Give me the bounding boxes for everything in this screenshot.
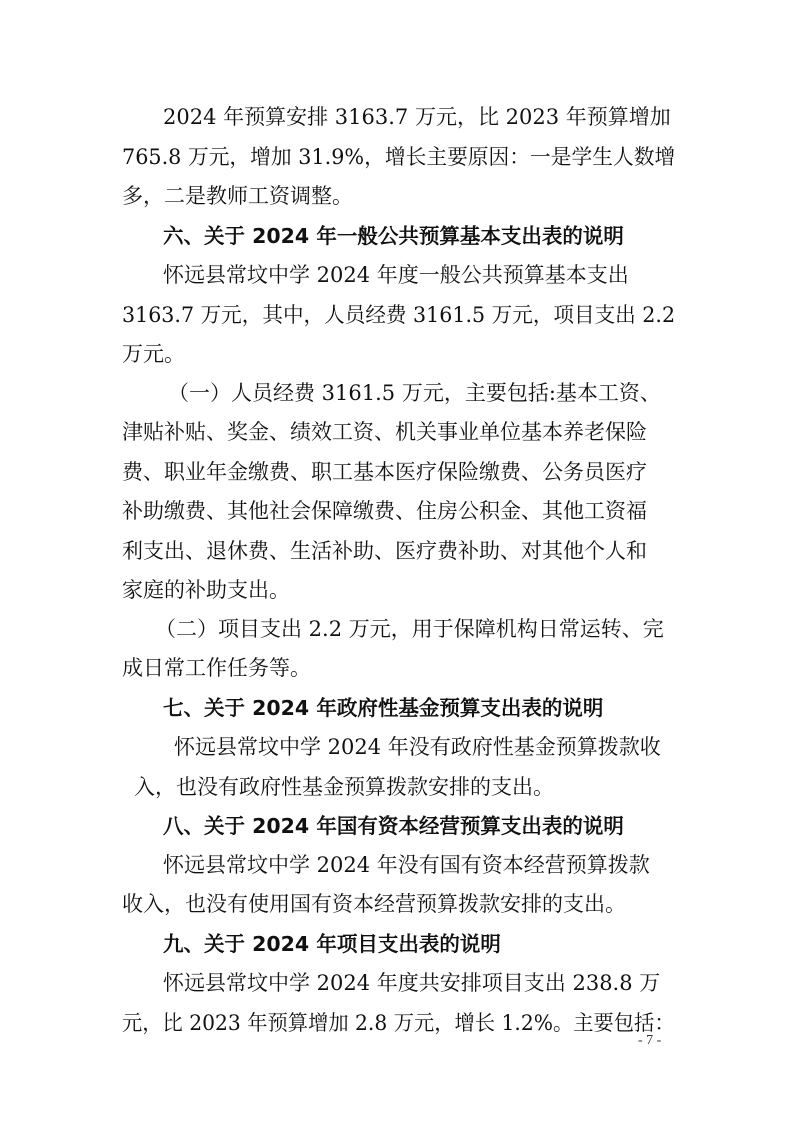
body-text: （一）人员经费 3161.5 万元，主要包括:基本工资、 <box>168 381 661 405</box>
body-line <box>0 137 793 177</box>
body-line <box>0 570 793 610</box>
body-text: 2024 年预算安排 3163.7 万元，比 2023 年预算增加 <box>163 105 671 129</box>
body-line <box>0 845 793 885</box>
body-text: 3163.7 万元，其中，人员经费 3161.5 万元，项目支出 2.2 <box>122 303 676 327</box>
body-text: 家庭的补助支出。 <box>122 578 290 602</box>
section-heading-text: 六、关于 2024 年一般公共预算基本支出表的说明 <box>163 224 624 248</box>
body-line <box>0 491 793 531</box>
body-line <box>0 452 793 492</box>
section-heading <box>0 806 793 846</box>
body-line <box>0 884 793 924</box>
body-line <box>0 727 793 767</box>
body-text: （二）项目支出 2.2 万元，用于保障机构日常运转、完 <box>155 617 664 641</box>
body-text: 多，二是教师工资调整。 <box>122 184 353 208</box>
body-line <box>0 373 793 413</box>
section-heading-text: 八、关于 2024 年国有资本经营预算支出表的说明 <box>163 814 624 838</box>
body-line <box>0 334 793 374</box>
body-text: 津贴补贴、奖金、绩效工资、机关事业单位基本养老保险 <box>122 420 647 444</box>
body-line <box>0 609 793 649</box>
section-heading <box>0 688 793 728</box>
body-text: 765.8 万元，增加 31.9%，增长主要原因：一是学生人数增 <box>122 145 676 169</box>
section-heading <box>0 924 793 964</box>
body-line <box>0 97 793 137</box>
body-line <box>0 255 793 295</box>
body-text: 收入，也没有使用国有资本经营预算拨款安排的支出。 <box>122 892 626 916</box>
page-number: - 7 - <box>638 1033 662 1048</box>
body-text: 元，比 2023 年预算增加 2.8 万元，增长 1.2%。主要包括： <box>122 1011 675 1035</box>
body-text: 利支出、退休费、生活补助、医疗费补助、对其他个人和 <box>122 539 647 563</box>
section-heading <box>0 216 793 256</box>
body-line <box>0 963 793 1003</box>
body-line <box>0 1003 793 1043</box>
body-line <box>0 295 793 335</box>
section-heading-text: 九、关于 2024 年项目支出表的说明 <box>163 932 501 956</box>
body-text: 怀远县常坟中学 2024 年度共安排项目支出 238.8 万 <box>163 971 661 995</box>
body-text: 入，也没有政府性基金预算拨款安排的支出。 <box>134 775 554 799</box>
body-line <box>0 176 793 216</box>
body-text: 成日常工作任务等。 <box>122 656 311 680</box>
body-text: 怀远县常坟中学 2024 年没有国有资本经营预算拨款 <box>163 853 650 877</box>
section-heading-text: 七、关于 2024 年政府性基金预算支出表的说明 <box>163 696 604 720</box>
body-text: 怀远县常坟中学 2024 年度一般公共预算基本支出 <box>163 263 629 287</box>
body-text: 万元。 <box>122 342 185 366</box>
body-text: 补助缴费、其他社会保障缴费、住房公积金、其他工资福 <box>122 499 647 523</box>
body-line <box>0 531 793 571</box>
body-line <box>0 412 793 452</box>
body-text: 费、职业年金缴费、职工基本医疗保险缴费、公务员医疗 <box>122 460 647 484</box>
body-text: 怀远县常坟中学 2024 年没有政府性基金预算拨款收 <box>174 735 661 759</box>
body-line <box>0 648 793 688</box>
body-line <box>0 767 793 807</box>
